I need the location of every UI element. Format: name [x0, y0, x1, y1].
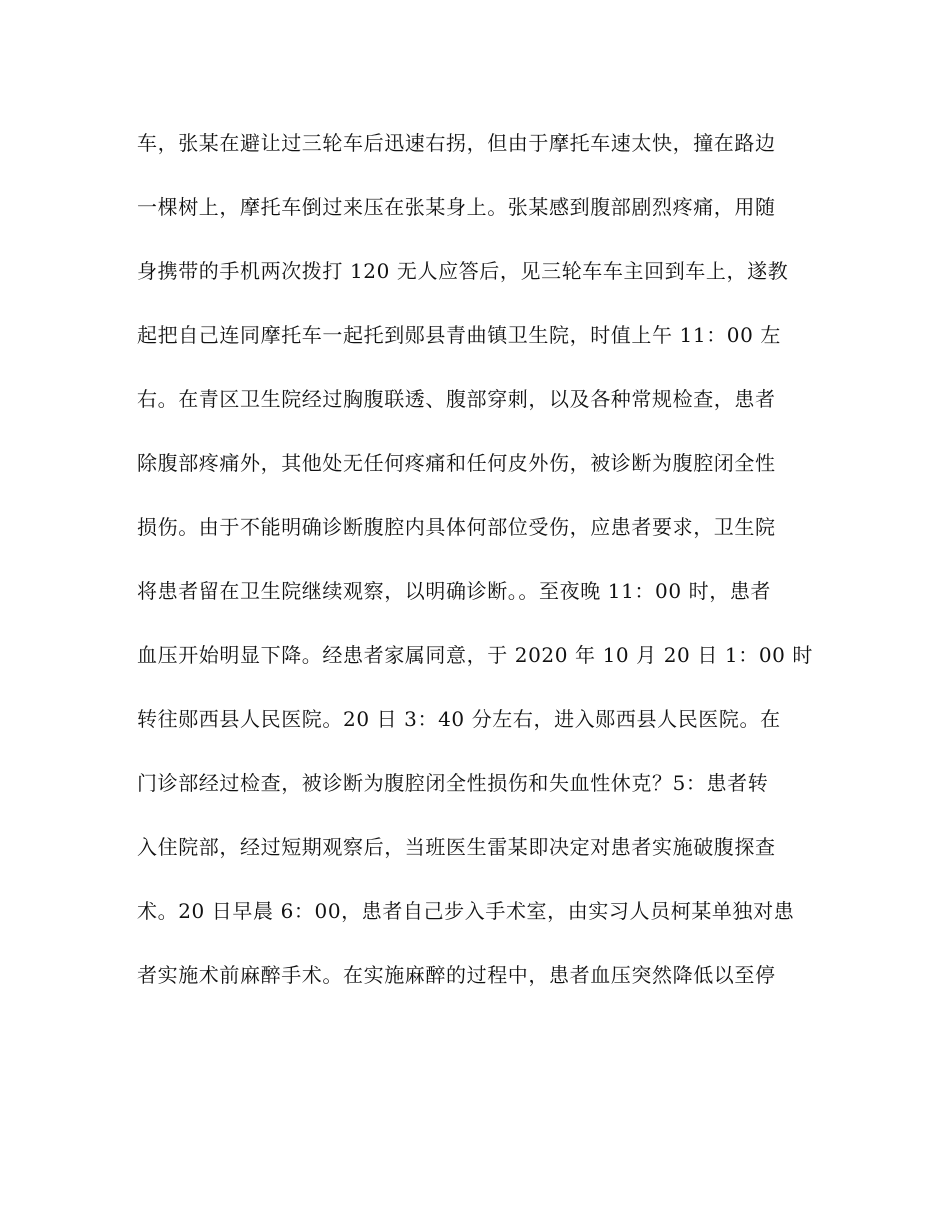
text-line: 血压开始明显下降。经患者家属同意，于 2020 年 10 月 20 日 1：00 时 — [137, 643, 814, 667]
text-line: 起把自己连同摩托车一起托到郧县青曲镇卫生院，时值上午 11：00 左 — [137, 323, 782, 347]
text-line: 损伤。由于不能明确诊断腹腔内具体何部位受伤，应患者要求，卫生院 — [137, 515, 776, 539]
text-line: 身携带的手机两次拨打 120 无人应答后，见三轮车车主回到车上，遂教 — [137, 259, 789, 283]
text-line: 术。20 日早晨 6：00，患者自己步入手术室，由实习人员柯某单独对患 — [137, 899, 795, 923]
text-line: 车，张某在避让过三轮车后迅速右拐，但由于摩托车速太快，撞在路边 — [137, 131, 776, 155]
text-line: 除腹部疼痛外，其他处无任何疼痛和任何皮外伤，被诊断为腹腔闭全性 — [137, 451, 776, 475]
text-line: 右。在青区卫生院经过胸腹联透、腹部穿刺，以及各种常规检查，患者 — [137, 387, 776, 411]
text-line: 一棵树上，摩托车倒过来压在张某身上。张某感到腹部剧烈疼痛，用随 — [137, 195, 776, 219]
body-text — [137, 127, 827, 1023]
text-line: 转往郧西县人民医院。20 日 3：40 分左右，进入郧西县人民医院。在 — [137, 707, 781, 731]
text-line: 者实施术前麻醉手术。在实施麻醉的过程中，患者血压突然降低以至停 — [137, 963, 776, 987]
text-line: 将患者留在卫生院继续观察，以明确诊断。。至夜晚 11：00 时，患者 — [137, 579, 772, 603]
text-line: 门诊部经过检查，被诊断为腹腔闭全性损伤和失血性休克？5：患者转 — [137, 771, 769, 795]
text-line: 入住院部，经过短期观察后，当班医生雷某即决定对患者实施破腹探查 — [137, 835, 776, 859]
